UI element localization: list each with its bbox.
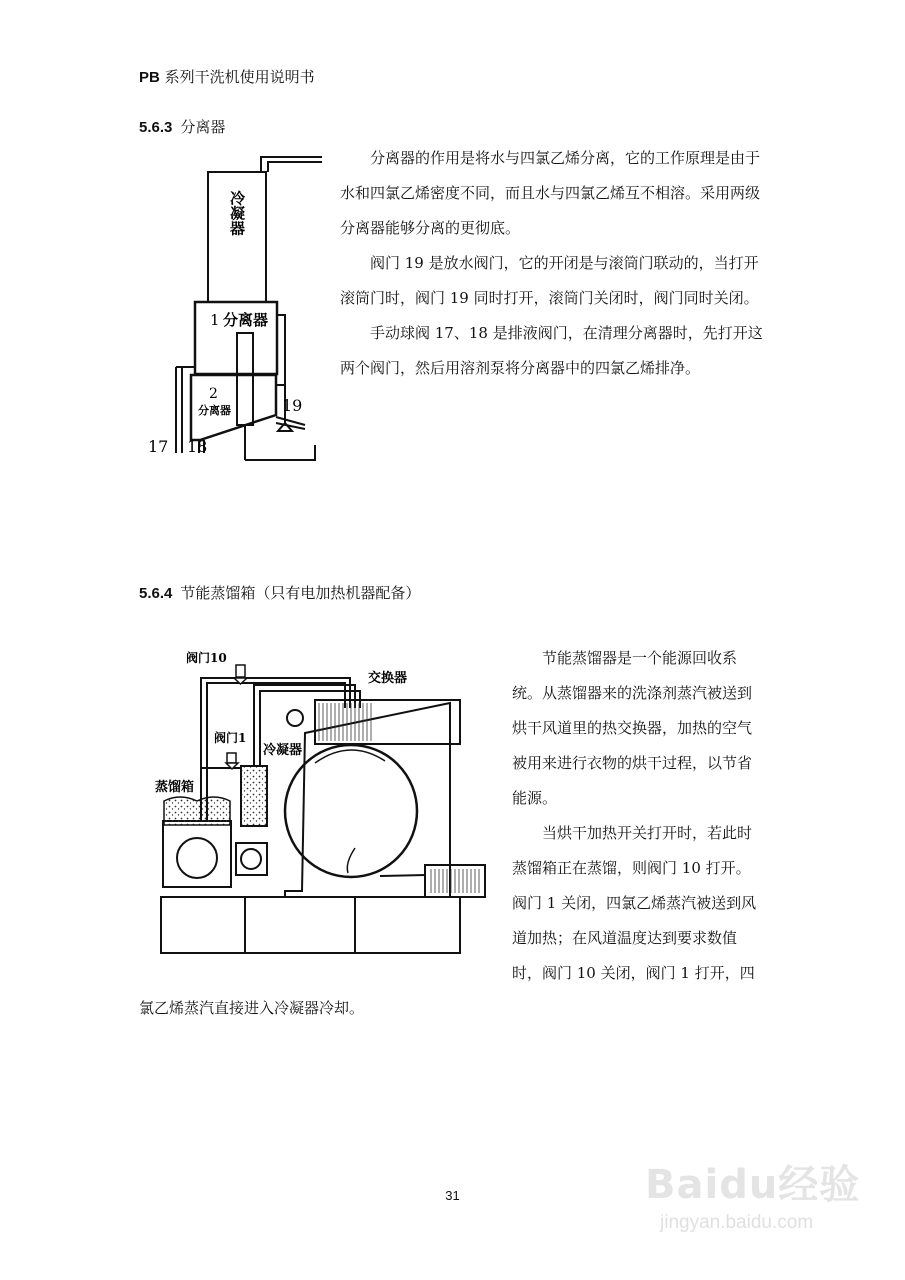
valve17-label: 17 (148, 437, 169, 456)
drum-circle (285, 745, 417, 877)
header-series: PB (139, 69, 160, 86)
still-text-line: 被用来进行衣物的烘干过程，以节省 (512, 754, 753, 772)
still-diagram (150, 643, 500, 963)
valve18-label: 18 (187, 437, 208, 456)
separator-paragraph: 阀门 19 是放水阀门，它的开闭是与滚筒门联动的，当打开滚筒门时，阀门 19 同时打开，滚筒门关闭时，阀门同时关闭。 (340, 254, 759, 307)
page-number: 31 (445, 1188, 460, 1203)
inlet-pipe-inner (261, 157, 322, 172)
inner-tube (237, 333, 253, 425)
separator1-label: 分离器 (223, 311, 269, 329)
still-text-line: 统。从蒸馏器来的洗涤剂蒸汽被送到 (512, 684, 753, 702)
separator-text (340, 141, 772, 386)
section-heading-separator (139, 116, 225, 137)
condenser-label: 冷凝器 (263, 743, 303, 758)
exchanger-label: 交换器 (368, 671, 408, 686)
section-number: 5.6.4 (139, 585, 173, 602)
valve1-label: 阀门1 (214, 731, 247, 745)
watermark-url: jingyan.baidu.com (660, 1212, 814, 1233)
header-title: 系列干洗机使用说明书 (159, 68, 315, 86)
still-label: 蒸馏箱 (155, 780, 195, 795)
watermark-logo: Baidu经验 (645, 1162, 861, 1208)
section-title: 分离器 (180, 118, 226, 136)
inlet-pipe-outer (268, 162, 322, 172)
still-text-last-line: 氯乙烯蒸汽直接进入冷凝器冷却。 (139, 999, 365, 1017)
running-header (139, 66, 315, 87)
valve19-label: 19 (282, 396, 303, 415)
section-heading-still (139, 582, 420, 603)
still-text-line: 当烘干加热开关打开时，若此时 (542, 824, 753, 842)
separator-paragraph: 手动球阀 17、18 是排液阀门，在清理分离器时，先打开这两个阀门，然后用溶剂泵将分离器中的四氯乙烯排净。 (340, 324, 763, 377)
still-door (177, 838, 217, 878)
still-text (512, 641, 774, 991)
separator2-label: 分离器 (198, 404, 231, 417)
valve10-label: 阀门10 (186, 651, 227, 665)
still-text-line: 蒸馏箱正在蒸馏，则阀门 10 打开。 (512, 859, 751, 877)
section-number: 5.6.3 (139, 119, 173, 136)
still-text-line: 阀门 1 关闭，四氯乙烯蒸汽被送到风 (512, 894, 757, 912)
still-text-line: 节能蒸馏器是一个能源回收系 (542, 649, 738, 667)
still-text-line: 烘干风道里的热交换器，加热的空气 (512, 719, 753, 737)
separator2-number: 2 (209, 386, 218, 402)
separator-paragraph: 分离器的作用是将水与四氯乙烯分离，它的工作原理是由于水和四氯乙烯密度不同，而且水与四氯乙烯互不相溶。采用两级分离器能够分离的更彻底。 (340, 149, 761, 237)
section-title: 节能蒸馏箱（只有电加热机器配备） (180, 584, 421, 602)
machine-base (161, 897, 460, 953)
still-text-line: 能源。 (512, 789, 558, 807)
condenser-label: 冷凝器 (228, 190, 246, 236)
separator-diagram (140, 155, 330, 465)
still-text-line: 道加热；在风道温度达到要求数值 (512, 929, 738, 947)
still-text-line: 时，阀门 10 关闭，阀门 1 打开，四 (512, 964, 755, 982)
separator1-number: 1 (210, 311, 220, 329)
